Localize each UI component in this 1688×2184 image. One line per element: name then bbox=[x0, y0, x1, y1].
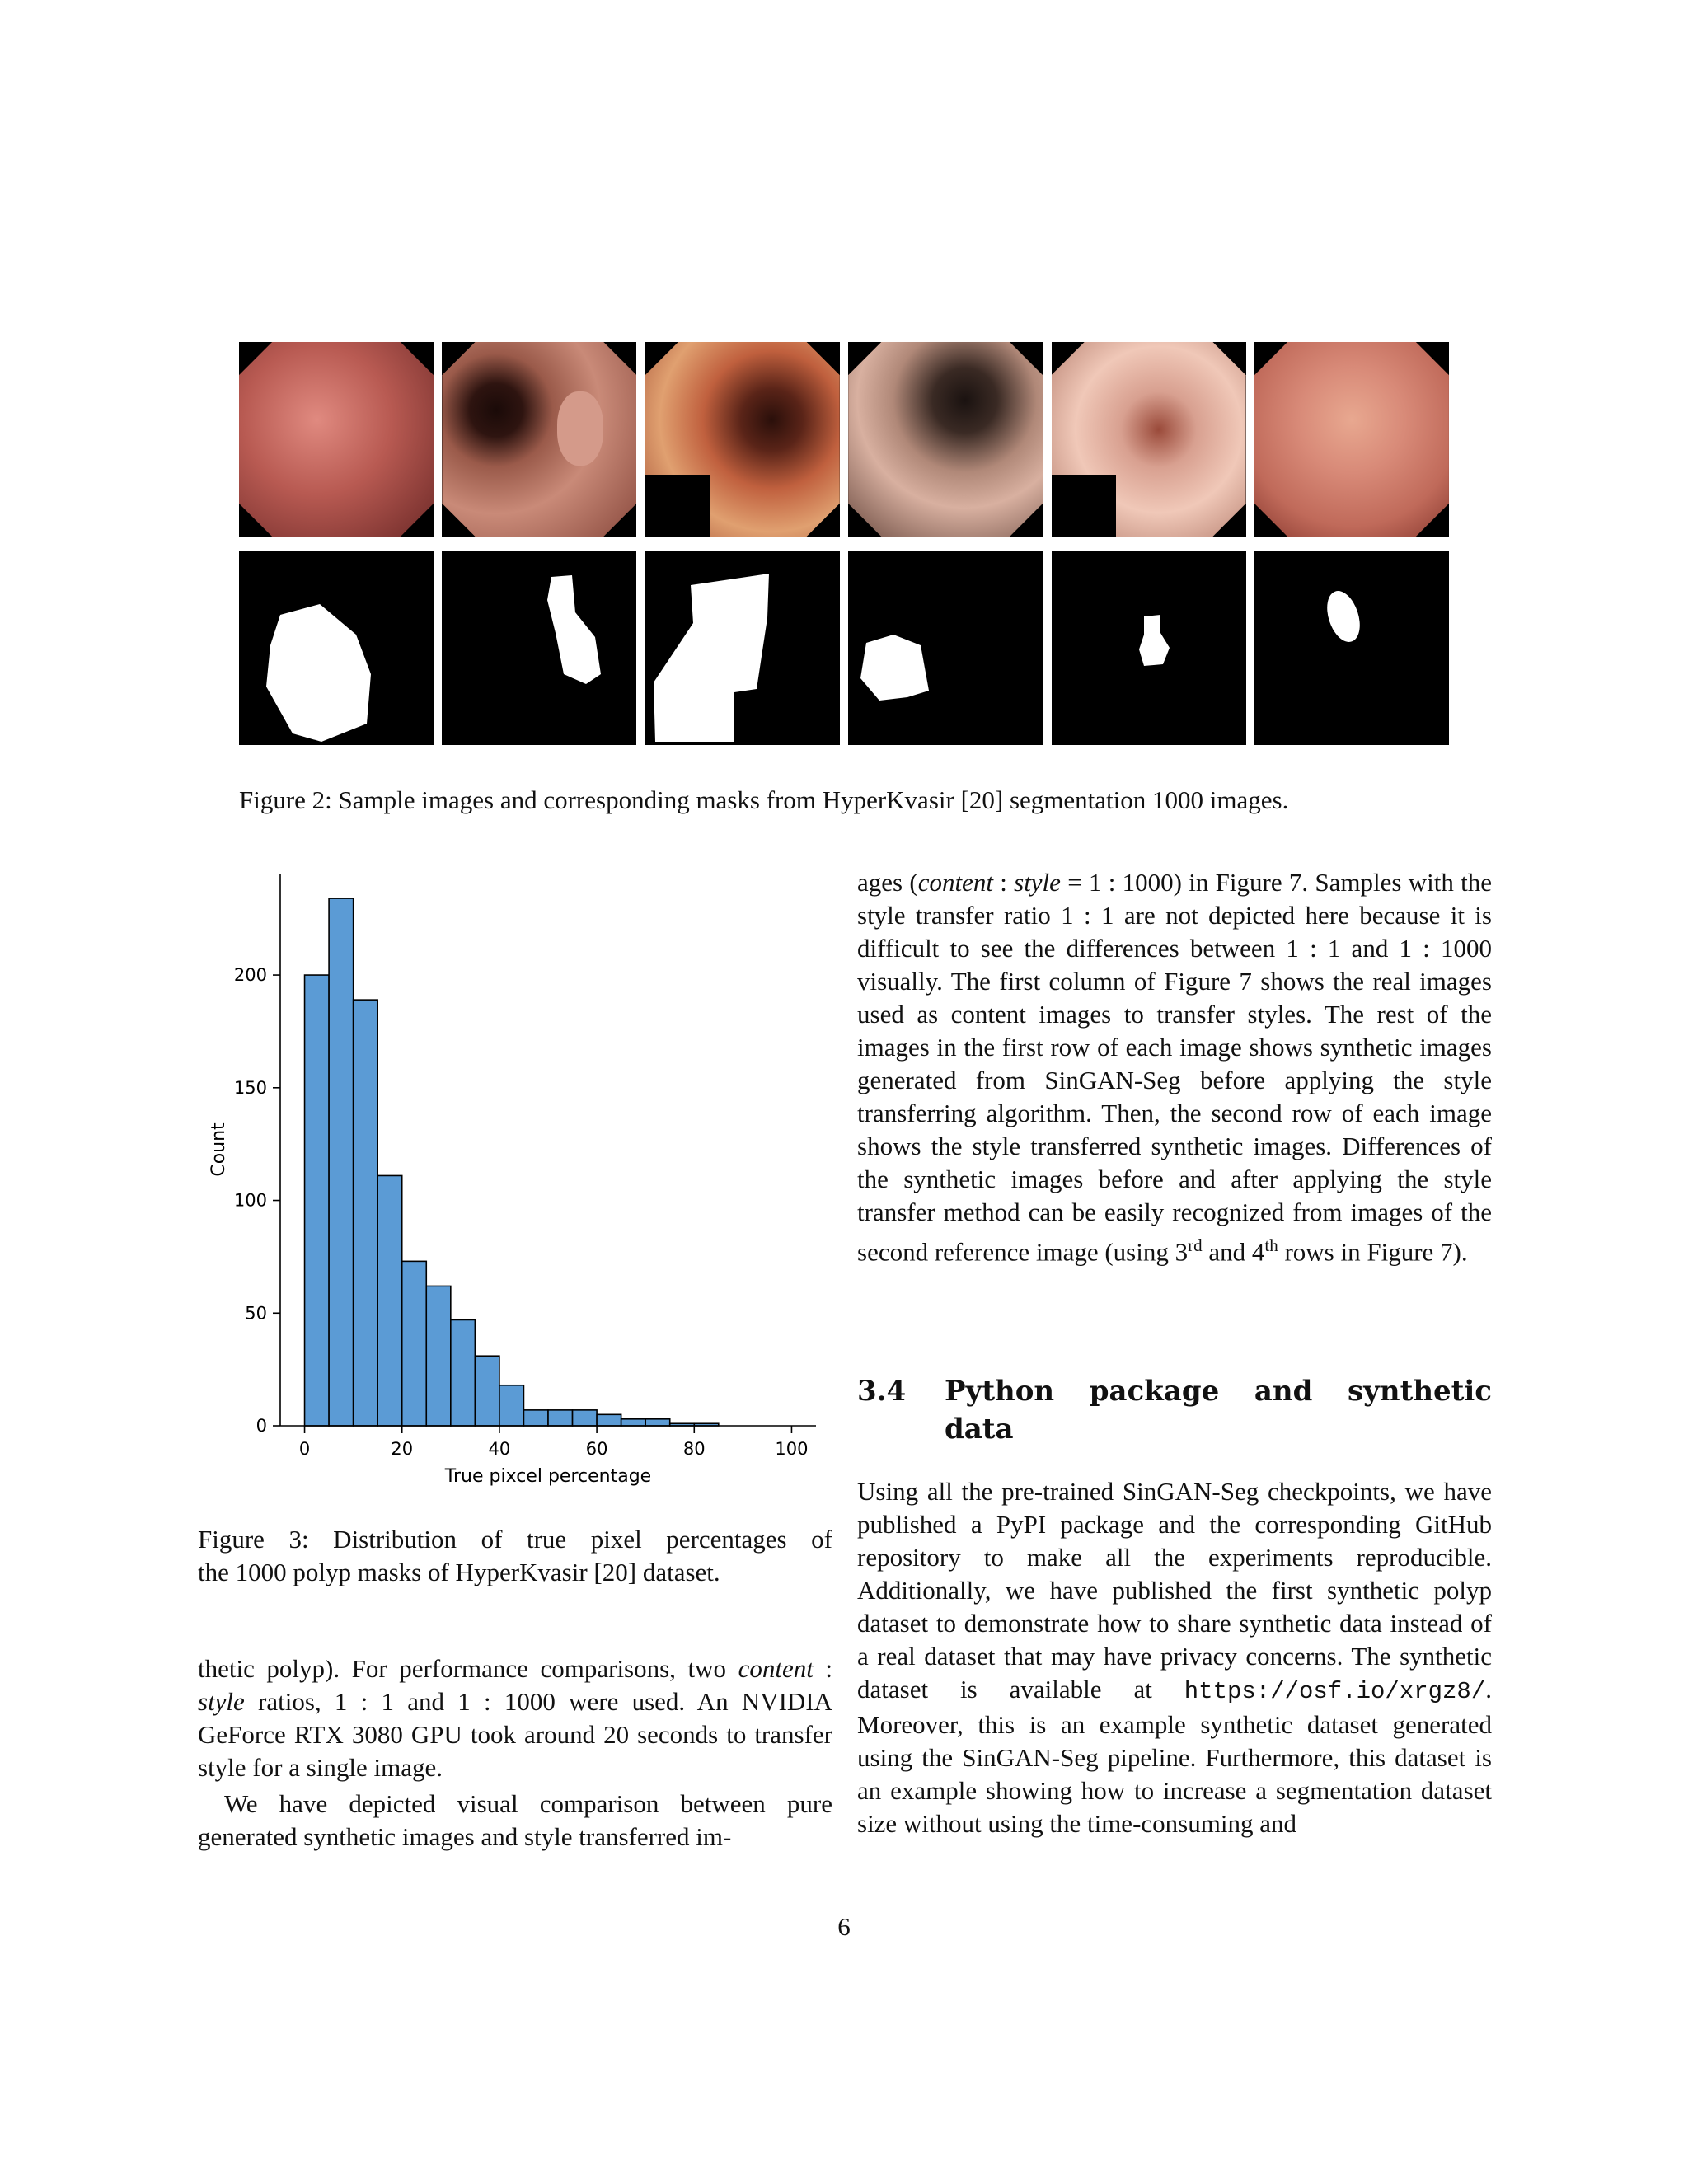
histogram-bar bbox=[548, 1410, 573, 1426]
right-column-text-top bbox=[857, 866, 1492, 1268]
section-title-line1: Python package and synthetic bbox=[945, 1375, 1492, 1408]
mask-4 bbox=[848, 551, 1043, 745]
histogram-bar bbox=[621, 1419, 646, 1426]
mask-6 bbox=[1254, 551, 1449, 745]
superscript-rd: rd bbox=[1188, 1235, 1203, 1255]
x-tick-label: 80 bbox=[682, 1439, 706, 1459]
x-tick-label: 60 bbox=[585, 1439, 608, 1459]
y-tick-label: 150 bbox=[233, 1077, 267, 1098]
polyp-image-6 bbox=[1254, 342, 1449, 537]
figure3-caption-line1: Figure 3: Distribution of true pixel percentages of bbox=[198, 1525, 832, 1554]
histogram-bar bbox=[523, 1410, 548, 1426]
histogram-bar bbox=[645, 1419, 670, 1426]
y-tick-label: 100 bbox=[233, 1190, 267, 1211]
superscript-th: th bbox=[1264, 1235, 1278, 1255]
histogram-bar bbox=[377, 1175, 402, 1426]
histogram-bar bbox=[597, 1414, 621, 1426]
figure2-mask-row bbox=[239, 551, 1449, 745]
right-p1-colon: : bbox=[992, 868, 1015, 897]
x-tick-label: 20 bbox=[391, 1439, 414, 1459]
right-paragraph-2 bbox=[857, 1475, 1492, 1840]
right-p2-text-a: Using all the pre-trained SinGAN-Seg checkpoints, we have published a PyPI package and the corresponding GitHub repository to make all the experiments reproducible. Additionally, we have published the first synthetic polyp dataset to demonstrate how to share synthetic data instead of a real dataset that may have privacy concerns. The synthetic dataset is available at bbox=[857, 1477, 1492, 1704]
left-paragraph-1 bbox=[198, 1652, 832, 1784]
right-p2-text-b: . Moreover, this is an example synthetic dataset generated using the SinGAN-Seg pipeline. Furthermore, this dataset is an example showing how to increase a segmentation dataset size without using the time-consuming and bbox=[857, 1675, 1492, 1838]
y-tick-label: 0 bbox=[256, 1416, 267, 1436]
left-p1-text-b: ratios, 1 : 1 and 1 : 1000 were used. An NVIDIA GeForce RTX 3080 GPU took around 20 seconds to transfer style for a single image. bbox=[198, 1687, 832, 1782]
section-number: 3.4 bbox=[857, 1375, 907, 1408]
x-ticks bbox=[299, 1426, 809, 1459]
polyp-image-2 bbox=[442, 342, 636, 537]
histogram-bar bbox=[305, 975, 330, 1426]
x-axis-label: True pixcel percentage bbox=[444, 1466, 652, 1487]
histogram-bar bbox=[329, 898, 354, 1426]
histogram-bar bbox=[499, 1385, 524, 1426]
section-title-line2: data bbox=[945, 1413, 1014, 1446]
figure3-caption-line2: the 1000 polyp masks of HyperKvasir [20] dataset. bbox=[198, 1558, 720, 1586]
left-paragraph-2: We have depicted visual comparison between pure generated synthetic images and style transferred im- bbox=[198, 1789, 832, 1851]
y-ticks bbox=[234, 965, 280, 1436]
polyp-image-1 bbox=[239, 342, 434, 537]
x-tick-label: 100 bbox=[775, 1439, 809, 1459]
italic-content-r: content bbox=[917, 868, 993, 897]
histogram-bar bbox=[354, 1000, 378, 1426]
figure3-caption bbox=[198, 1523, 832, 1589]
x-tick-label: 0 bbox=[298, 1439, 311, 1459]
histogram-bar bbox=[451, 1319, 476, 1426]
mask-3 bbox=[645, 551, 840, 745]
right-column-text-bottom bbox=[857, 1475, 1492, 1840]
histogram-bars bbox=[305, 898, 719, 1426]
y-axis-label: Count bbox=[209, 1122, 229, 1177]
y-tick-label: 200 bbox=[233, 965, 267, 986]
right-paragraph-1 bbox=[857, 866, 1492, 1268]
dataset-url-link[interactable]: https://osf.io/xrgz8/ bbox=[1184, 1678, 1486, 1705]
histogram-bar bbox=[475, 1356, 499, 1426]
mask-2 bbox=[442, 551, 636, 745]
left-p1-text-a: thetic polyp). For performance comparisons, two bbox=[198, 1654, 726, 1683]
italic-content: content bbox=[738, 1654, 814, 1683]
x-tick-label: 40 bbox=[488, 1439, 511, 1459]
histogram-bar bbox=[573, 1410, 598, 1426]
polyp-image-3 bbox=[645, 342, 840, 537]
figure2-image-row bbox=[239, 342, 1449, 537]
italic-style-r: style bbox=[1014, 868, 1061, 897]
mask-1 bbox=[239, 551, 434, 745]
page-number: 6 bbox=[837, 1912, 851, 1941]
mask-5 bbox=[1052, 551, 1246, 745]
histogram-bar bbox=[426, 1286, 451, 1426]
polyp-image-5 bbox=[1052, 342, 1246, 537]
right-p1-start: ages ( bbox=[857, 868, 918, 897]
polyp-image-4 bbox=[848, 342, 1043, 537]
left-column-text bbox=[198, 1652, 832, 1854]
left-p1-colon: : bbox=[813, 1654, 833, 1683]
italic-style: style bbox=[198, 1687, 245, 1716]
histogram-bar bbox=[402, 1261, 427, 1426]
figure2-caption: Figure 2: Sample images and corresponding masks from HyperKvasir [20] segmentation 1000 images. bbox=[239, 785, 1289, 814]
y-tick-label: 50 bbox=[245, 1303, 267, 1324]
right-p1-body: = 1 : 1000) in Figure 7. Samples with the style transfer ratio 1 : 1 are not depicted here because it is difficult to see the differences between 1 : 1 and 1 : 1000 visually. The first column of Figure 7 shows the real images used as content images to transfer styles. The rest of the images in the first row of each image shows synthetic images generated from SinGAN-Seg before applying the style transferring algorithm. Then, the second row of each image shows the style transferred synthetic images. Differences of the synthetic images before and after applying the style transfer method can be easily recognized from images of the second reference image (using 3 bbox=[857, 868, 1492, 1267]
right-p1-end: rows in Figure 7). bbox=[1278, 1237, 1468, 1267]
right-p1-and: and 4 bbox=[1202, 1237, 1265, 1267]
histogram-chart bbox=[198, 857, 841, 1500]
